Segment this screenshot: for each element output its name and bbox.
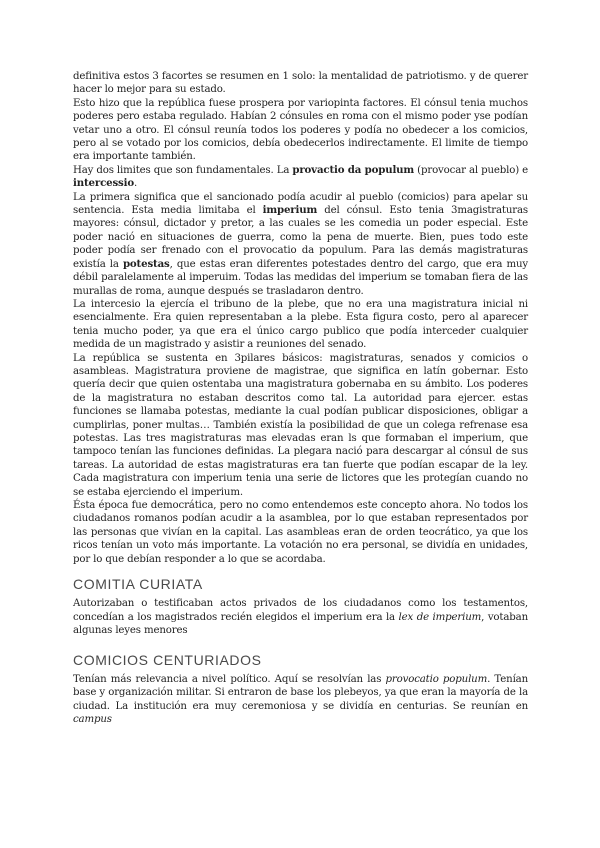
paragraph-limits: Hay dos limites que son fundamentales. La provactio da populum (provocar al pueblo) e intercessio. bbox=[73, 163, 528, 190]
paragraph-intercesio: La intercesio la ejercía el tribuno de la plebe, que no era una magistratura inicial ni esencialmente. Era quien representaban a la plebe. Esta figura costo, pero al aparecer tenia mucho poder, ya que era el único cargo publico que podía interceder cualquier medida de un magistrado y asistir a reuniones del senado. bbox=[73, 298, 528, 351]
paragraph-democracia: Ésta época fue democrática, pero no como entendemos este concepto ahora. No todos los ciudadanos romanos podían acudir a la asamblea, por lo que estaban representados por las personas que vivían en la capital. Las asambleas eran de orden teocrático, ya que los ricos tenían un voto más importante. La votación no era personal, se dividía en unidades, por lo que debían responder a lo que se acordaba. bbox=[73, 500, 528, 565]
paragraph-curiata: Autorizaban o testificaban actos privados de los ciudadanos como los testamentos, concedían a los magistrados recién elegidos el imperium era la lex de imperium, votaban algunas leyes menores bbox=[73, 598, 528, 637]
section-heading-comicios-centuriados: COMICIOS CENTURIADOS bbox=[73, 651, 262, 668]
paragraph-centuriados: Tenían más relevancia a nivel político. Aquí se resolvían las provocatio populum. Tenían base y organización militar. Si entraron de base los plebeyos, ya que eran la mayoría de la ciudad. La institución era muy ceremoniosa y se dividía en centurias. Se reunían en campus bbox=[73, 674, 529, 726]
section-heading-comitia-curiata: COMITIA CURIATA bbox=[73, 576, 203, 593]
document-page bbox=[73, 70, 528, 727]
paragraph-consul: Esto hizo que la república fuese prospera por variopinta factores. El cónsul tenia muchos poderes pero estaba regulado. Habían 2 cónsules en roma con el mismo poder yse podían vetar uno a otro. El cónsul reunía todos los poderes y podía no obedecer a los comicios, pero al se votado por los comicios, debía obedecerlos indirectamente. El limite de tiempo era importante también. bbox=[73, 97, 528, 163]
paragraph-imperium: La primera significa que el sancionado podía acudir al pueblo (comicios) para apelar su sentencia. Esta media limitaba el imperium del cónsul. Esto tenia 3magistraturas mayores: cónsul, dictador y pretor, a las cuales se les comedia un poder especial. Este poder nació en situaciones de guerra, como la pena de muerte. Bien, pues todo este poder podía ser frenado con el provocatio da populum. Para las demás magistraturas existía la potestas, que estas eran diferentes potestades dentro del cargo, que era muy débil paralelamente al imperuim. Todas las medidas del imperium se tomaban fiera de las murallas de roma, aunque después se trasladaron dentro. bbox=[73, 191, 529, 297]
paragraph-magistraturas: La república se sustenta en 3pilares básicos: magistraturas, senados y comicios o asambleas. Magistratura proviene de magistrae, que significa en latín gobernar. Esto quería decir que quien ostentaba una magistratura gobernaba en su ámbito. Los poderes de la magistratura no estaban descritos como tal. La autoridad para ejercer. estas funciones se llamaba potestas, mediante la cual podían publicar disposiciones, obligar a cumplirlas, poner multas… También existía la posibilidad de que un colega refrenase esa potestas. Las tres magistraturas mas elevadas eran ls que formaban el imperium, que tampoco tenían las funciones definidas. La plegara nació para descargar al cónsul de sus tareas. La autoridad de estas magistraturas era tan fuerte que podían escapar de la ley. Cada magistratura con imperium tenia una serie de lictores que les protegían cuando no se estaba ejerciendo el imperium. bbox=[73, 352, 528, 498]
paragraph-intro: definitiva estos 3 facortes se resumen en 1 solo: la mentalidad de patriotismo. y de querer hacer lo mejor para su estado. bbox=[73, 71, 528, 96]
